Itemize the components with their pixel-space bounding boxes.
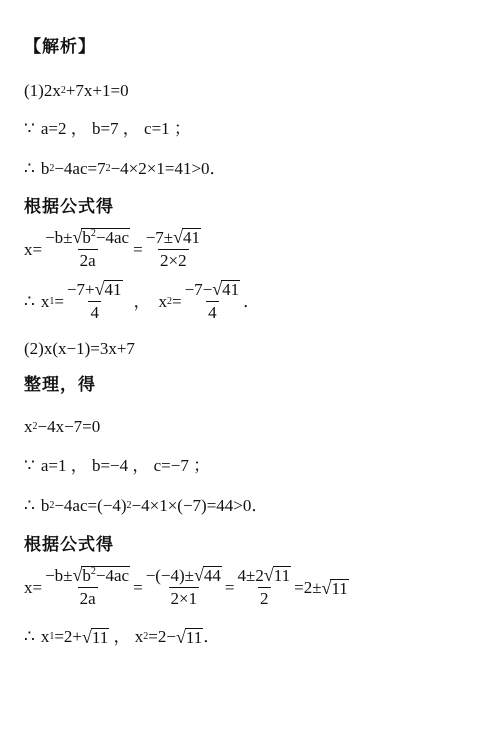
p2-disc-e: −4×1×(−7)=44>0． — [131, 496, 269, 515]
p2-sub-radicand: 44 — [203, 566, 221, 585]
therefore-symbol: ∴ — [24, 496, 35, 515]
p2-rearrange-heading: 整理，得 — [24, 375, 96, 395]
p2-general-num-text: −b± — [45, 566, 73, 585]
p1-end: ． — [243, 291, 261, 311]
p2-root2-radicand: 11 — [185, 628, 203, 647]
p2-coefficients — [24, 455, 210, 477]
p1-eq-a: 2x — [43, 81, 61, 100]
sqrt-icon: √ — [212, 279, 223, 299]
p2-eq: x(x−1)=3x+7 — [43, 339, 135, 358]
therefore-symbol: ∴ — [24, 627, 35, 646]
sqrt-icon: √ — [72, 565, 83, 585]
p1-root2-sqrt — [212, 280, 240, 298]
p1-root2-denominator: 4 — [208, 303, 217, 322]
p1-disc-a: b — [40, 159, 50, 178]
p1-general-fraction — [43, 228, 132, 271]
therefore-symbol: ∴ — [24, 159, 35, 178]
p2-simp-radicand: 11 — [273, 566, 291, 585]
p1-formula-heading: 根据公式得 — [24, 197, 114, 217]
p1-equation: (1) 2x 2 +7x+1=0 — [24, 81, 129, 100]
p1-eq2: = — [172, 291, 182, 311]
p2-general-fraction — [43, 566, 132, 609]
p2-root2-sqrt — [176, 628, 203, 646]
p1-roots: ∴ x 1 = −7+ √ 41 4 ， x 2 = −7− √ 41 4 ． — [24, 279, 261, 322]
analysis-header: 【解析】 — [24, 37, 96, 57]
p2-radicand-exp: 2 — [90, 566, 96, 577]
therefore-symbol: ∴ — [24, 291, 35, 311]
p2-standard-form: x 2 −4x−7=0 — [24, 417, 101, 436]
sqrt-icon: √ — [263, 565, 274, 585]
p2-equals-3: = — [294, 577, 304, 597]
sqrt-icon: √ — [173, 227, 183, 247]
p1-eq1: = — [54, 291, 64, 311]
p2-separator: ， — [109, 627, 135, 646]
p2-discriminant: ∴ b 2 −4ac=(−4) 2 −4×1×(−7)=44>0． — [24, 496, 269, 515]
p1-disc-e: −4×2×1=41>0． — [110, 159, 227, 178]
p2-substituted-denominator: 2×1 — [170, 589, 198, 608]
p1-root2-num-text: −7− — [184, 280, 213, 299]
p2-root1-radicand: 11 — [91, 628, 109, 647]
p2-radicand-b: b — [82, 566, 91, 585]
p1-general-num-text: −b± — [45, 228, 73, 247]
p2-std-a: x — [24, 417, 33, 436]
p2-sub-num-text: −(−4)± — [145, 566, 195, 585]
p1-general-denominator: 2a — [79, 251, 96, 270]
p1-substituted-denominator: 2×2 — [160, 251, 187, 270]
p2-formula-heading: 根据公式得 — [24, 535, 114, 555]
p1-general-numerator — [43, 228, 132, 249]
p1-x1: x — [40, 291, 50, 311]
p1-coeffs: a=2 ， b=7 ， c=1 ； — [40, 119, 191, 138]
p1-x2: x — [158, 291, 167, 311]
p1-equals: = — [133, 239, 143, 259]
sqrt-icon: √ — [321, 577, 332, 598]
p2-x-lhs: x= — [24, 577, 43, 597]
sqrt-icon: √ — [72, 227, 83, 247]
p2-simplified-numerator — [236, 566, 294, 587]
p2-sub-sqrt — [194, 566, 222, 584]
p2-x1: x — [40, 627, 50, 646]
p1-general-sqrt — [73, 228, 131, 246]
p2-formula — [24, 566, 349, 609]
p1-radicand-exp: 2 — [90, 228, 96, 239]
p2-general-denominator: 2a — [79, 589, 96, 608]
p1-discriminant: ∴ b 2 −4ac=7 2 −4×2×1=41>0． — [24, 159, 227, 178]
p2-equation — [24, 338, 135, 360]
p2-x2: x — [134, 627, 144, 646]
p1-root2-fraction — [183, 280, 243, 323]
p2-simp-num-text: 4±2 — [237, 566, 264, 585]
p2-general-radicand — [81, 566, 130, 584]
p1-sub-num-text: −7± — [145, 228, 174, 247]
because-symbol: ∵ — [24, 119, 35, 138]
p2-simp-sqrt — [264, 566, 291, 584]
p1-separator: ， — [133, 291, 151, 311]
p2-disc-c: −4ac=(−4) — [54, 496, 127, 515]
p1-root1-radicand: 41 — [104, 280, 122, 299]
p2-equals-1: = — [133, 577, 143, 597]
p2-disc-a: b — [40, 496, 50, 515]
p1-general-radicand — [81, 228, 130, 246]
p1-root1-num-text: −7+ — [66, 280, 95, 299]
p1-root1-sqrt — [95, 280, 123, 298]
sqrt-icon: √ — [82, 627, 92, 647]
p1-sub-radicand: 41 — [183, 228, 200, 247]
p2-root1-sqrt — [82, 628, 109, 646]
p1-radicand-b: b — [82, 228, 91, 247]
p1-root1-fraction — [65, 280, 125, 323]
p1-label: (1) — [24, 81, 44, 100]
p1-root2-radicand: 41 — [222, 280, 240, 299]
p1-eq-c: +7x+1=0 — [65, 81, 129, 100]
p2-radicand-rest: −4ac — [95, 566, 130, 585]
p2-end: ． — [203, 627, 221, 646]
p1-substituted-numerator — [144, 228, 203, 249]
p2-substituted-fraction — [144, 566, 224, 609]
p2-label: (2) — [24, 339, 44, 358]
p1-disc-c: −4ac=7 — [54, 159, 106, 178]
sqrt-icon: √ — [94, 279, 105, 299]
p1-root2-numerator — [183, 280, 243, 301]
p1-x-lhs: x= — [24, 239, 43, 259]
because-symbol: ∵ — [24, 456, 35, 475]
p2-final-radicand: 11 — [331, 578, 348, 598]
p2-general-sqrt — [73, 566, 131, 584]
p1-root1-denominator: 4 — [90, 303, 99, 322]
p2-roots: ∴ x 1 =2+ √ 11 ， x 2 =2− √ 11 ． — [24, 627, 221, 647]
p2-final-sqrt — [322, 579, 349, 597]
p1-radicand-rest: −4ac — [95, 228, 130, 247]
p1-coefficients — [24, 118, 191, 140]
p2-coeffs: a=1 ， b=−4 ， c=−7 ； — [40, 456, 211, 475]
p1-substituted-fraction — [144, 228, 203, 271]
p2-substituted-numerator — [144, 566, 224, 587]
p1-root1-numerator — [65, 280, 125, 301]
p2-root2-text: =2− — [148, 627, 176, 646]
p2-simplified-fraction — [236, 566, 294, 609]
p2-root1-text: =2+ — [54, 627, 83, 646]
sqrt-icon: √ — [175, 627, 186, 647]
sqrt-icon: √ — [194, 565, 204, 585]
p2-std-c: −4x−7=0 — [37, 417, 101, 436]
p1-formula — [24, 228, 204, 271]
p2-equals-2: = — [224, 577, 235, 597]
p1-sub-sqrt — [173, 228, 201, 246]
p2-final-text: 2± — [303, 577, 322, 597]
p2-general-numerator — [43, 566, 132, 587]
p2-simplified-denominator: 2 — [260, 589, 269, 608]
